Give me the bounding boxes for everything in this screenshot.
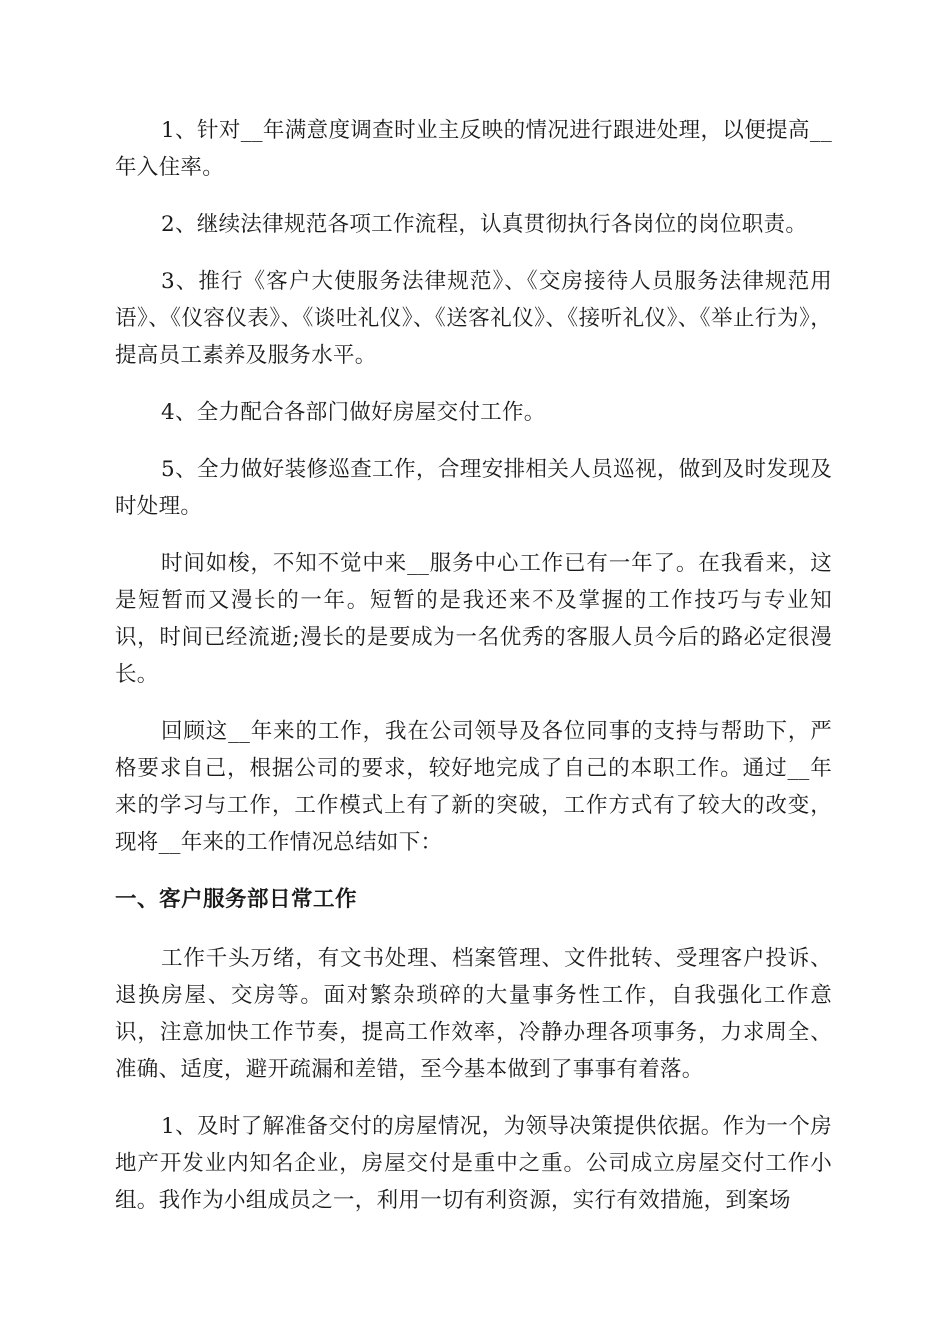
paragraph-item-5: 5、全力做好装修巡查工作，合理安排相关人员巡视，做到及时发现及时处理。 <box>115 457 832 519</box>
paragraph-house-delivery: 1、及时了解准备交付的房屋情况，为领导决策提供依据。作为一个房地产开发业内知名企业，房屋交付是重中之重。公司成立房屋交付工作小组。我作为小组成员之一，利用一切有利资源，实行有效措施，到案场 <box>115 1114 832 1213</box>
paragraph-item-4: 4、全力配合各部门做好房屋交付工作。 <box>161 400 546 425</box>
paragraph-item-3: 3、推行《客户大使服务法律规范》、《交房接待人员服务法律规范用语》、《仪容仪表》、《谈吐礼仪》、《送客礼仪》、《接听礼仪》、《举止行为》，提高员工素养及服务水平。 <box>115 269 832 368</box>
paragraph-review: 回顾这__年来的工作，我在公司领导及各位同事的支持与帮助下，严格要求自己，根据公司的要求，较好地完成了自己的本职工作。通过__年来的学习与工作，工作模式上有了新的突破，工作方式有了较大的改变，现将__年来的工作情况总结如下： <box>115 719 832 855</box>
paragraph-item-2: 2、继续法律规范各项工作流程，认真贯彻执行各岗位的岗位职责。 <box>161 212 808 237</box>
document-page <box>115 112 832 1239</box>
paragraph-daily-work: 工作千头万绪，有文书处理、档案管理、文件批转、受理客户投诉、退换房屋、交房等。面对繁杂琐碎的大量事务性工作，自我强化工作意识，注意加快工作节奏，提高工作效率，冷静办理各项事务，力求周全、准确、适度，避开疏漏和差错，至今基本做到了事事有着落。 <box>115 946 832 1082</box>
paragraph-time-flies: 时间如梭，不知不觉中来__服务中心工作已有一年了。在我看来，这是短暂而又漫长的一年。短暂的是我还来不及掌握的工作技巧与专业知识，时间已经流逝;漫长的是要成为一名优秀的客服人员今后的路必定很漫长。 <box>115 551 832 687</box>
paragraph-item-1: 1、针对__年满意度调查时业主反映的情况进行跟进处理，以便提高__年入住率。 <box>115 118 832 180</box>
section-heading: 一、客户服务部日常工作 <box>115 887 358 912</box>
